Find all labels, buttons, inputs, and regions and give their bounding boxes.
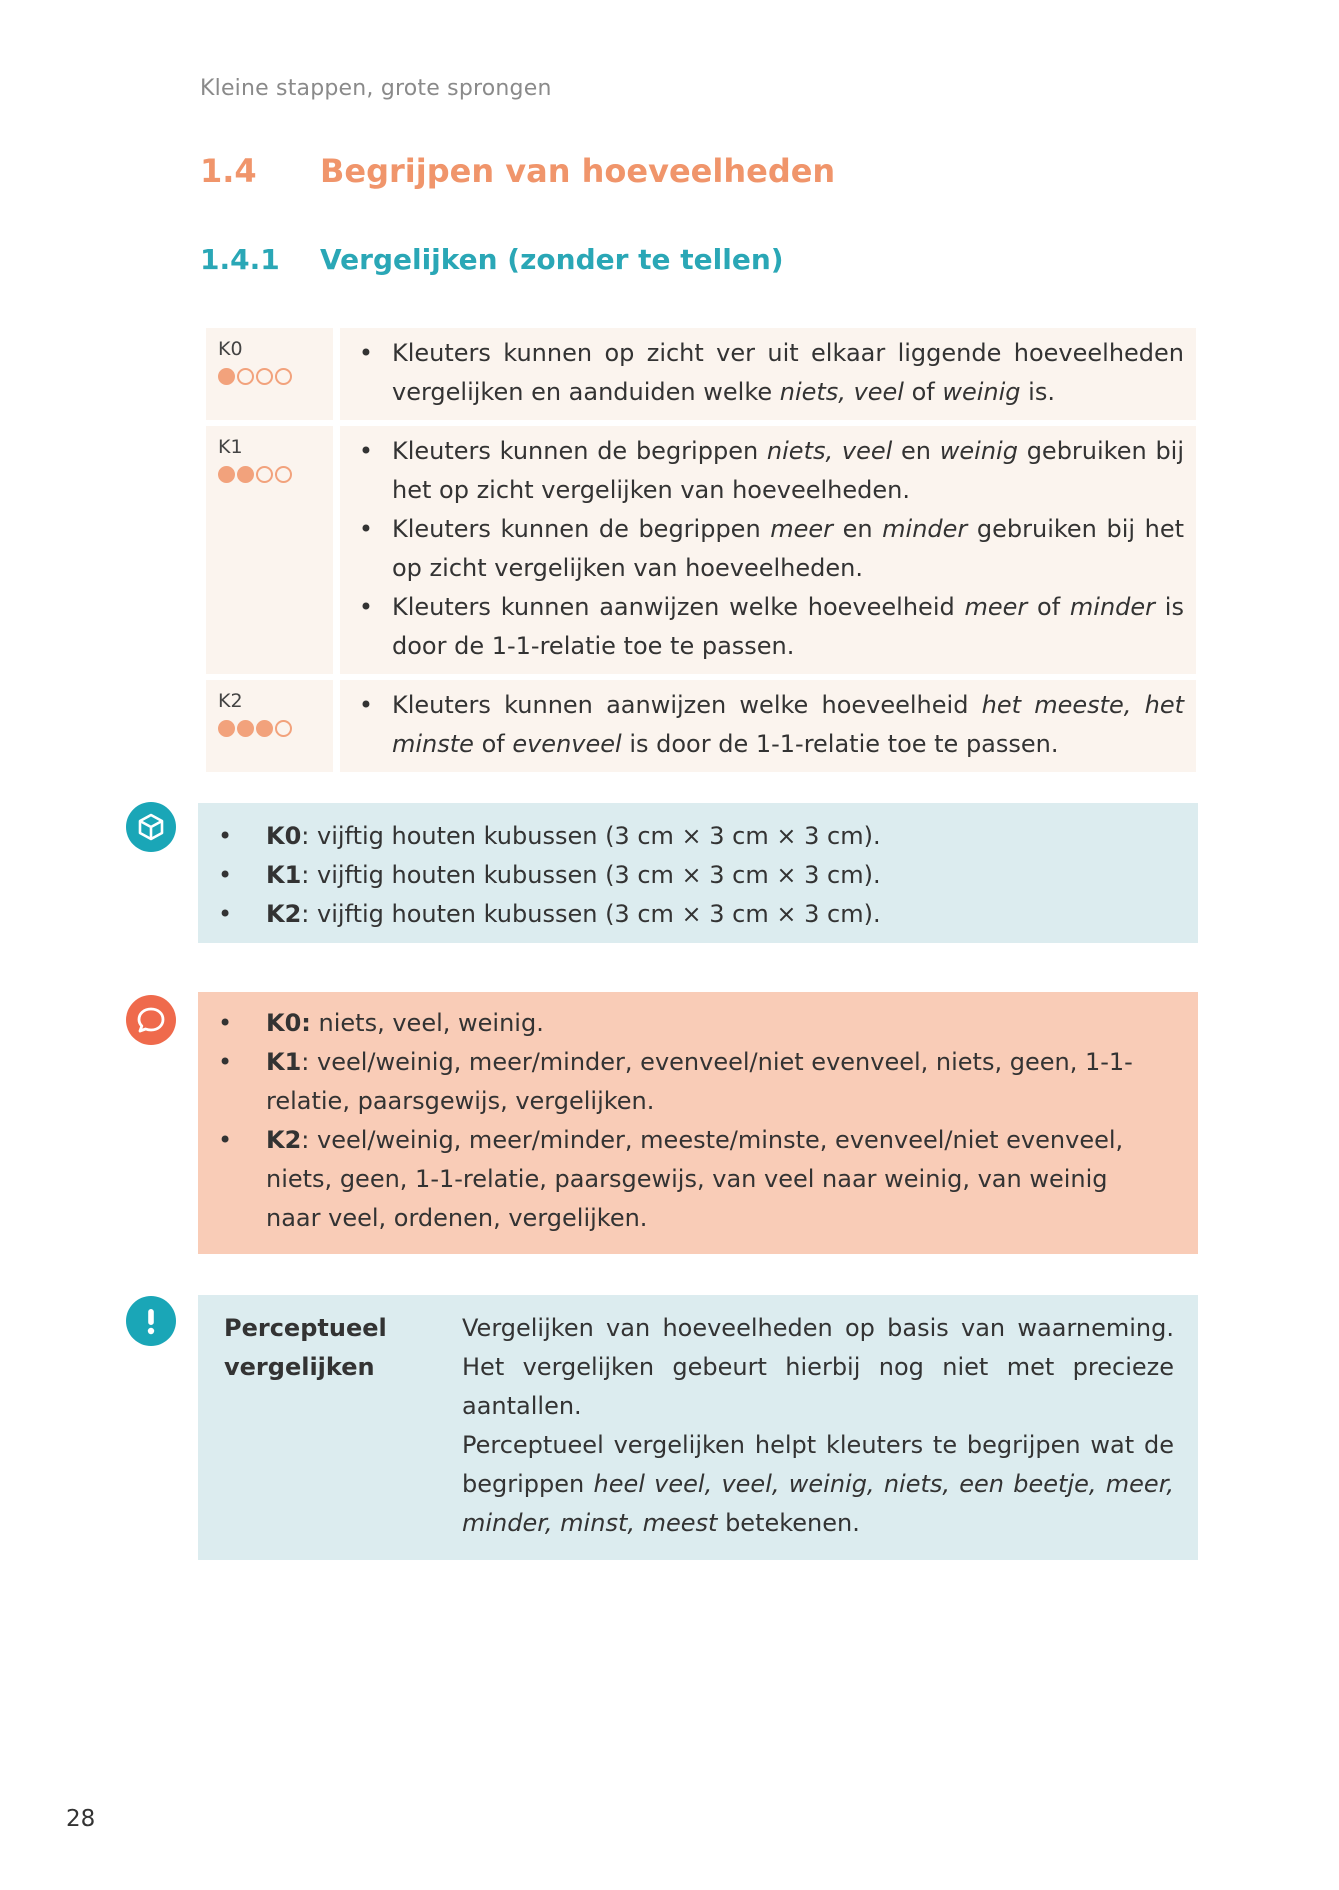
goal-item bbox=[340, 510, 1184, 588]
level-key: K2 bbox=[266, 1126, 302, 1154]
vocabulary-item-value: : veel/weinig, meer/minder, meeste/minste, evenveel/niet evenveel, niets, geen, 1-1-relatie, paarsgewijs, van veel naar weinig, van weinig naar veel, ordenen, vergelijken. bbox=[266, 1126, 1124, 1232]
material-item bbox=[218, 856, 1198, 895]
subsection-number: 1.4.1 bbox=[200, 243, 280, 276]
goal-item bbox=[340, 686, 1184, 764]
goal-term: evenveel bbox=[512, 730, 622, 758]
goal-text bbox=[392, 588, 1184, 666]
goal-term: weinig bbox=[942, 378, 1021, 406]
material-item-value: : vijftig houten kubussen (3 cm × 3 cm × 3 cm). bbox=[301, 822, 881, 850]
goal-term: meer bbox=[770, 515, 834, 543]
level-key: K2 bbox=[266, 900, 302, 928]
goal-text-segment: is door de 1-1-relatie toe te passen. bbox=[621, 730, 1059, 758]
bullet: • bbox=[218, 861, 233, 889]
bullet: • bbox=[358, 339, 374, 367]
goal-term: minder bbox=[1069, 593, 1156, 621]
level-key: K1 bbox=[266, 1048, 302, 1076]
goal-text-segment: of bbox=[473, 730, 513, 758]
note-def-suffix: betekenen. bbox=[717, 1509, 860, 1537]
level-label: K1 bbox=[218, 436, 243, 458]
material-item-text bbox=[266, 817, 881, 856]
section-heading bbox=[200, 152, 835, 190]
goal-term: het meeste, het minste bbox=[392, 691, 1184, 758]
level-content bbox=[340, 680, 1196, 772]
level-cell bbox=[206, 426, 333, 674]
goal-item bbox=[340, 334, 1184, 412]
note-term-line2: vergelijken bbox=[224, 1353, 375, 1381]
speech-bubble-icon bbox=[126, 995, 176, 1045]
section-title: Begrijpen van hoeveelheden bbox=[320, 152, 836, 190]
level-cell bbox=[206, 328, 333, 420]
note-def-prefix: Perceptueel vergelijken helpt kleuters te begrijpen wat de begrippen bbox=[462, 1431, 1174, 1498]
vocabulary-item-value: : veel/weinig, meer/minder, evenveel/niet evenveel, niets, geen, 1-1-relatie, paarsgewijs, vergelijken. bbox=[266, 1048, 1133, 1115]
bullet: • bbox=[218, 900, 233, 928]
note-box bbox=[198, 1295, 1198, 1560]
goal-text-segment: Kleuters kunnen aanwijzen welke hoeveelheid bbox=[392, 593, 965, 621]
bullet: • bbox=[358, 437, 374, 465]
vocabulary-item-text bbox=[266, 1121, 1168, 1238]
vocabulary-item-text bbox=[266, 1004, 544, 1043]
bullet: • bbox=[218, 1009, 233, 1037]
goal-text-segment: Kleuters kunnen aanwijzen welke hoeveelheid bbox=[392, 691, 982, 719]
material-item bbox=[218, 817, 1198, 856]
goal-text-segment: gebruiken bij het op zicht vergelijken van hoeveelheden. bbox=[392, 515, 1184, 582]
note-term bbox=[224, 1309, 462, 1560]
rating-dot-empty bbox=[237, 368, 254, 385]
rating-dot-empty bbox=[256, 466, 273, 483]
rating-dot-empty bbox=[275, 466, 292, 483]
goal-text-segment: of bbox=[1027, 593, 1070, 621]
goal-text-segment: en bbox=[892, 437, 940, 465]
level-label: K2 bbox=[218, 690, 243, 712]
bullet: • bbox=[218, 1048, 233, 1076]
subsection-title: Vergelijken (zonder te tellen) bbox=[320, 243, 784, 276]
rating-dot-empty bbox=[256, 368, 273, 385]
vocabulary-item bbox=[218, 1004, 1168, 1043]
bullet: • bbox=[358, 691, 374, 719]
level-key: K1 bbox=[266, 861, 302, 889]
goal-text-segment: is. bbox=[1020, 378, 1055, 406]
rating-dot-filled bbox=[218, 466, 235, 483]
level-row bbox=[206, 426, 1196, 674]
page-number: 28 bbox=[66, 1806, 96, 1832]
goal-item bbox=[340, 432, 1184, 510]
rating-dot-filled bbox=[237, 720, 254, 737]
goal-term: meer bbox=[964, 593, 1028, 621]
level-row bbox=[206, 328, 1196, 420]
level-rating bbox=[218, 368, 333, 385]
note-definition bbox=[462, 1309, 1174, 1560]
goal-term: weinig bbox=[939, 437, 1018, 465]
level-content bbox=[340, 328, 1196, 420]
note-definition-part1: Vergelijken van hoeveelheden op basis van waarneming. Het vergelijken gebeurt hierbij nog niet met precieze aantallen. bbox=[462, 1314, 1174, 1420]
vocabulary-item-text bbox=[266, 1043, 1168, 1121]
bullet: • bbox=[358, 593, 374, 621]
goal-text-segment: of bbox=[903, 378, 943, 406]
material-item bbox=[218, 895, 1198, 934]
goal-term: minder bbox=[882, 515, 968, 543]
level-cell bbox=[206, 680, 333, 772]
goal-text bbox=[392, 334, 1184, 412]
vocabulary-item-value: niets, veel, weinig. bbox=[310, 1009, 544, 1037]
level-key: K0: bbox=[266, 1009, 311, 1037]
vocabulary-item bbox=[218, 1121, 1168, 1238]
materials-box bbox=[198, 803, 1198, 943]
bullet: • bbox=[218, 1126, 233, 1154]
rating-dot-filled bbox=[218, 368, 235, 385]
rating-dot-empty bbox=[275, 720, 292, 737]
goal-term: niets, veel bbox=[766, 437, 893, 465]
material-item-value: : vijftig houten kubussen (3 cm × 3 cm × 3 cm). bbox=[301, 861, 881, 889]
rating-dot-filled bbox=[237, 466, 254, 483]
note-term-line1: Perceptueel bbox=[224, 1314, 387, 1342]
level-label: K0 bbox=[218, 338, 243, 360]
vocabulary-item bbox=[218, 1043, 1168, 1121]
cube-icon bbox=[126, 802, 176, 852]
running-header: Kleine stappen, grote sprongen bbox=[200, 76, 552, 101]
goal-text bbox=[392, 686, 1184, 764]
goal-text bbox=[392, 510, 1184, 588]
rating-dot-empty bbox=[275, 368, 292, 385]
material-item-text bbox=[266, 895, 881, 934]
level-rating bbox=[218, 720, 333, 737]
goal-text-segment: is door de 1-1-relatie toe te passen. bbox=[392, 593, 1184, 660]
goal-text bbox=[392, 432, 1184, 510]
section-number: 1.4 bbox=[200, 152, 257, 190]
rating-dot-filled bbox=[218, 720, 235, 737]
level-row bbox=[206, 680, 1196, 772]
goal-text-segment: Kleuters kunnen op zicht ver uit elkaar liggende hoeveelheden vergelijken en aanduiden welke bbox=[392, 339, 1184, 406]
note-definition-part2 bbox=[462, 1426, 1174, 1543]
level-rating bbox=[218, 466, 333, 483]
goal-item bbox=[340, 588, 1184, 666]
levels-table bbox=[206, 328, 1196, 778]
vocabulary-box bbox=[198, 992, 1198, 1254]
bullet: • bbox=[358, 515, 374, 543]
goal-text-segment: gebruiken bij het op zicht vergelijken van hoeveelheden. bbox=[392, 437, 1185, 504]
goal-text-segment: Kleuters kunnen de begrippen bbox=[392, 437, 767, 465]
goal-text-segment: Kleuters kunnen de begrippen bbox=[392, 515, 771, 543]
goal-text-segment: en bbox=[833, 515, 883, 543]
note-def-terms: heel veel, veel, weinig, niets, een beetje, meer, minder, minst, meest bbox=[462, 1470, 1174, 1537]
goal-term: niets, veel bbox=[779, 378, 904, 406]
material-item-text bbox=[266, 856, 881, 895]
level-content bbox=[340, 426, 1196, 674]
material-item-value: : vijftig houten kubussen (3 cm × 3 cm × 3 cm). bbox=[301, 900, 881, 928]
level-key: K0 bbox=[266, 822, 302, 850]
rating-dot-filled bbox=[256, 720, 273, 737]
exclamation-icon bbox=[126, 1296, 176, 1346]
bullet: • bbox=[218, 822, 233, 850]
subsection-heading bbox=[200, 243, 784, 276]
